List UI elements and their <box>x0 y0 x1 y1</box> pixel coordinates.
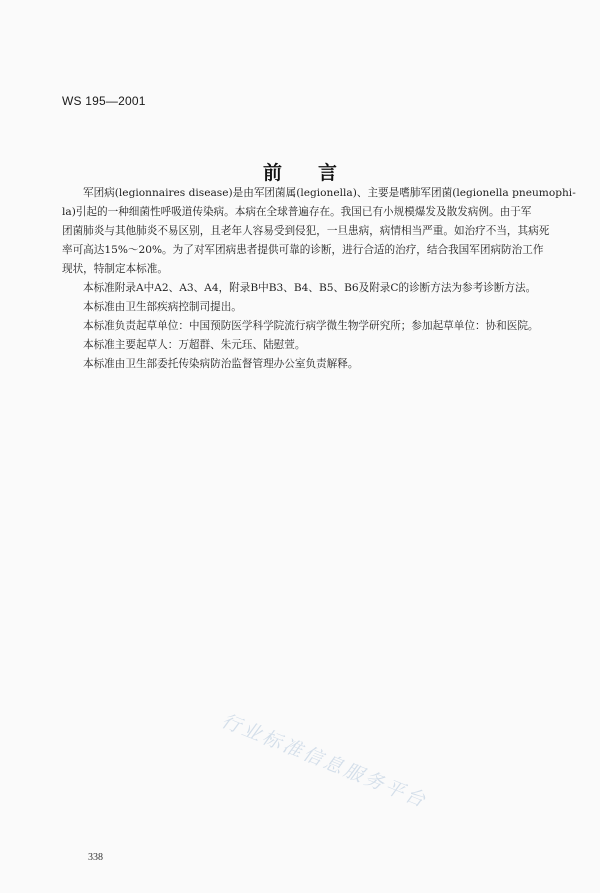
paragraph-line: 本标准主要起草人：万超群、朱元珏、陆慰萱。 <box>83 339 306 351</box>
paragraph-line: 现状，特制定本标准。 <box>62 263 168 275</box>
paragraph-drafters <box>62 336 578 355</box>
paragraph-line: 本标准负责起草单位：中国预防医学科学院流行病学微生物学研究所；参加起草单位：协和医院。 <box>83 320 539 332</box>
paragraph-line: 率可高达15%～20%。为了对军团病患者提供可靠的诊断，进行合适的治疗，结合我国军团病防治工作 <box>62 244 544 256</box>
page-title <box>0 158 600 185</box>
title-char-1: 前 <box>262 162 282 184</box>
watermark: 行业标准信息服务平台 <box>218 709 431 813</box>
page-number: 338 <box>88 852 103 863</box>
paragraph-drafting-units <box>62 317 578 336</box>
body-text <box>62 184 578 374</box>
paragraph-line: 本标准附录A中A2、A3、A4，附录B中B3、B4、B5、B6及附录C的诊断方法为参考诊断方法。 <box>83 282 537 294</box>
paragraph-line: 团菌肺炎与其他肺炎不易区别，且老年人容易受到侵犯，一旦患病，病情相当严重。如治疗不当，其病死 <box>62 225 550 237</box>
paragraph-intro <box>62 184 578 279</box>
paragraph-line: la)引起的一种细菌性呼吸道传染病。本病在全球普遍存在。我国已有小规模爆发及散发病例。由于军 <box>62 206 532 218</box>
paragraph-proposer <box>62 298 578 317</box>
title-char-2: 言 <box>318 162 338 184</box>
paragraph-line: 军团病(legionnaires disease)是由军团菌属(legionella)、主要是嗜肺军团菌(legionella pneumophi- <box>83 187 576 199</box>
paragraph-line: 本标准由卫生部委托传染病防治监督管理办公室负责解释。 <box>83 358 359 370</box>
paragraph-appendix-note <box>62 279 578 298</box>
paragraph-interpretation <box>62 355 578 374</box>
standard-code: WS 195—2001 <box>62 94 146 108</box>
paragraph-line: 本标准由卫生部疾病控制司提出。 <box>83 301 242 313</box>
